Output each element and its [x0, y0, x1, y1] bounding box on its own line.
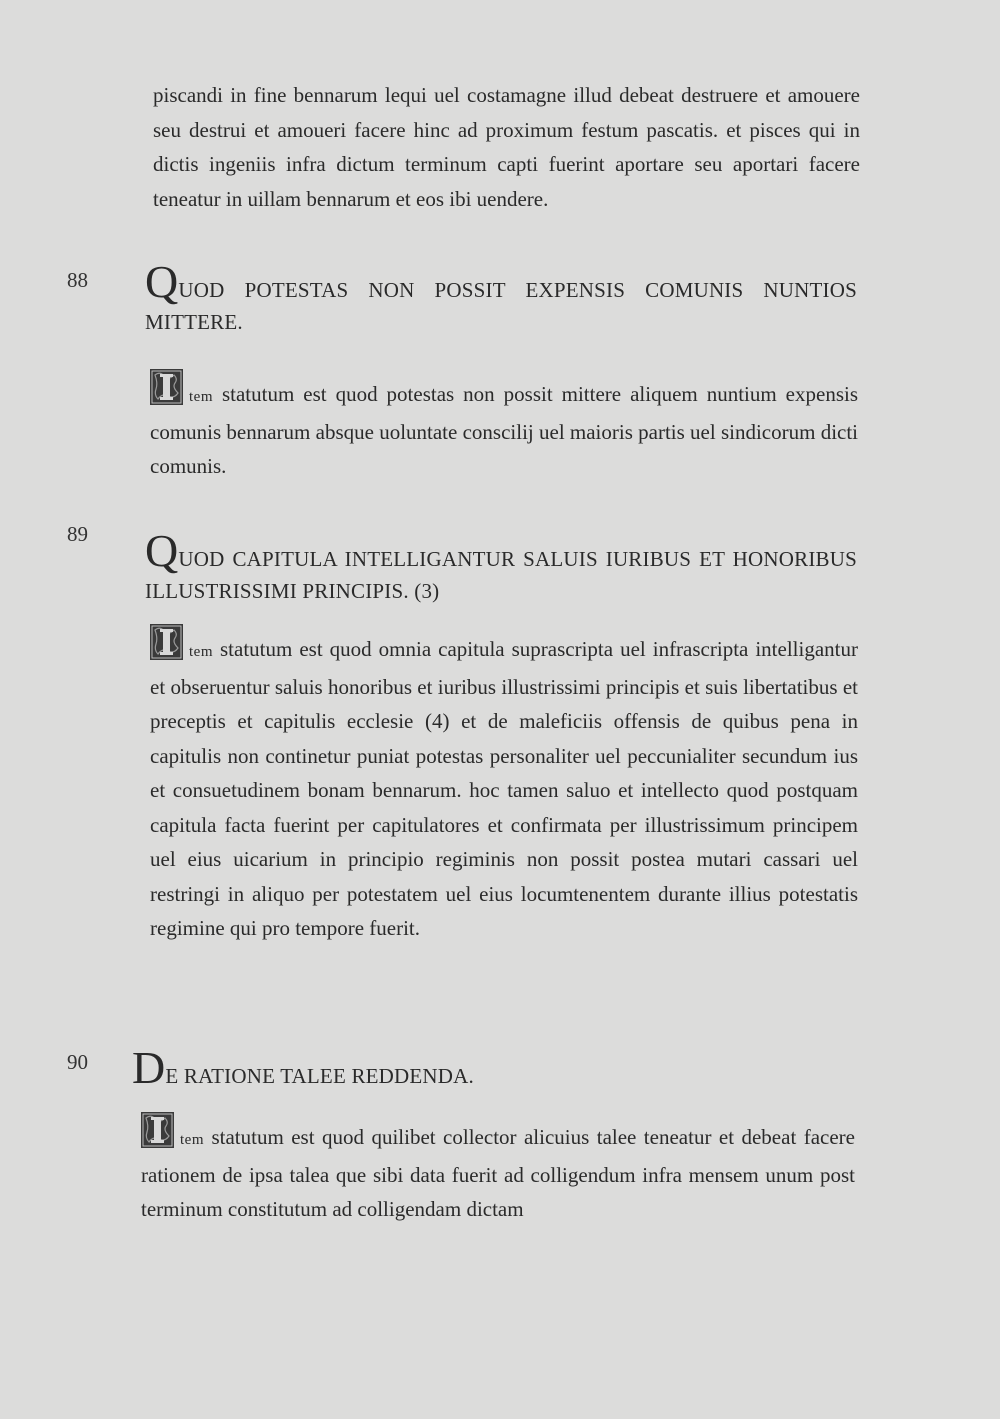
section-heading: [145, 525, 857, 607]
decorated-initial-i-icon: [150, 369, 183, 405]
body-text: statutum est quod quilibet collector alicuius talee teneatur et debeat facere rationem de ipsa talea que sibi data fuerit ad colligendum infra mensem unum post terminum constitutum ad colligendam dictam: [141, 1125, 855, 1221]
heading-initial: Q: [145, 525, 179, 576]
section-body: [150, 369, 858, 484]
section-body: [150, 624, 858, 946]
decorated-initial-i-icon: [150, 624, 183, 660]
section-number: 89: [67, 522, 88, 546]
heading-initial: D: [132, 1042, 166, 1093]
paragraph-continuation: piscandi in fine bennarum lequi uel costamagne illud debeat destruere et amouere seu destrui et amoueri facere hinc ad proximum festum pascatis. et pisces qui in dictis ingeniis infra dictum terminum capti fuerint aportare seu aportari facere teneatur in uillam bennarum et eos ibi uendere.: [153, 83, 860, 211]
decorated-initial-i-icon: [141, 1112, 174, 1148]
body-text: statutum est quod potestas non possit mittere aliquem nuntium expensis comunis bennarum absque uoluntate conscilij uel maioris partis uel sindicorum dicti comunis.: [150, 382, 859, 478]
heading-text: UOD CAPITULA INTELLIGANTUR SALUIS IURIBUS ET HONORIBUS ILLUSTRISSIMI PRINCIPIS. (3): [145, 547, 857, 603]
body-text: statutum est quod omnia capitula suprascripta uel infrascripta intelligantur et obseruentur saluis honoribus et iuribus illustrissimi principis et suis libertatibus et preceptis et capitulis ecclesie (4) et de maleficiis offensis de quibus pena in capitulis non continetur puniat potestas personaliter uel peccunialiter secundum ius et consuetudinem bonam bennarum. hoc tamen saluo et intellecto quod postquam capitula facta fuerint per capitulatores et confirmata per illustrissimum principem uel eius uicarium in principio regiminis non possit postea mutari cassari uel restringi in aliquo per potestatem uel eius locumtenentem durante illius potestatis regimine qui pro tempore fuerit.: [150, 637, 858, 940]
heading-text: E RATIONE TALEE REDDENDA.: [165, 1064, 474, 1088]
heading-initial: Q: [145, 256, 179, 307]
initial-word-rest: tem: [189, 389, 213, 405]
initial-word-rest: tem: [189, 644, 213, 660]
initial-word-rest: tem: [180, 1132, 204, 1148]
section-number: 88: [67, 268, 88, 292]
section-body: [141, 1112, 855, 1227]
heading-text: UOD POTESTAS NON POSSIT EXPENSIS COMUNIS NUNTIOS MITTERE.: [145, 278, 857, 334]
section-heading: [132, 1042, 844, 1093]
section-number: 90: [67, 1050, 88, 1074]
section-heading: [145, 256, 857, 338]
